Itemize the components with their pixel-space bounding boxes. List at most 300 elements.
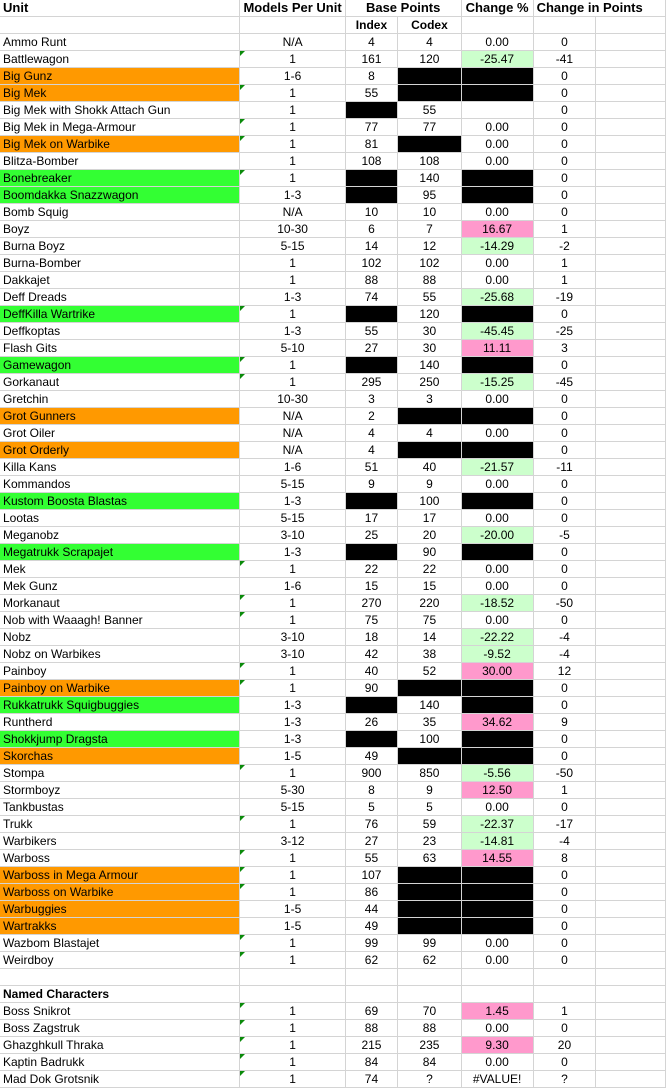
codex-points-cell[interactable]: 30 bbox=[398, 323, 461, 340]
codex-points-cell[interactable]: 3 bbox=[398, 391, 461, 408]
change-percent-cell[interactable]: -18.52 bbox=[461, 595, 533, 612]
empty-cell[interactable] bbox=[596, 102, 666, 119]
index-points-cell[interactable]: 2 bbox=[345, 408, 398, 425]
models-per-unit-cell[interactable]: 1 bbox=[240, 85, 345, 102]
change-in-points-cell[interactable]: 0 bbox=[533, 153, 596, 170]
models-per-unit-cell[interactable]: 1 bbox=[240, 1020, 345, 1037]
change-in-points-cell[interactable]: -4 bbox=[533, 833, 596, 850]
empty-cell[interactable] bbox=[596, 969, 666, 986]
models-per-unit-cell[interactable]: 3-12 bbox=[240, 833, 345, 850]
models-per-unit-cell[interactable]: 3-10 bbox=[240, 646, 345, 663]
empty-cell[interactable] bbox=[240, 986, 345, 1003]
empty-cell[interactable] bbox=[596, 561, 666, 578]
unit-name-cell[interactable]: Gamewagon bbox=[0, 357, 240, 374]
codex-points-cell[interactable]: 88 bbox=[398, 272, 461, 289]
empty-cell[interactable] bbox=[596, 986, 666, 1003]
empty-cell[interactable] bbox=[596, 527, 666, 544]
models-per-unit-cell[interactable]: 1 bbox=[240, 51, 345, 68]
models-per-unit-cell[interactable]: 1 bbox=[240, 170, 345, 187]
index-points-cell[interactable]: 49 bbox=[345, 748, 398, 765]
empty-cell[interactable] bbox=[596, 51, 666, 68]
unit-name-cell[interactable]: Kaptin Badrukk bbox=[0, 1054, 240, 1071]
codex-points-cell[interactable]: 9 bbox=[398, 476, 461, 493]
codex-points-cell[interactable]: 55 bbox=[398, 102, 461, 119]
codex-points-cell[interactable] bbox=[398, 867, 461, 884]
codex-points-cell[interactable]: 75 bbox=[398, 612, 461, 629]
codex-points-cell[interactable] bbox=[398, 136, 461, 153]
change-percent-cell[interactable] bbox=[461, 408, 533, 425]
models-per-unit-cell[interactable]: 3-10 bbox=[240, 629, 345, 646]
index-points-cell[interactable]: 88 bbox=[345, 1020, 398, 1037]
unit-name-cell[interactable]: Nob with Waaagh! Banner bbox=[0, 612, 240, 629]
models-per-unit-cell[interactable]: 1 bbox=[240, 153, 345, 170]
index-points-cell[interactable]: 44 bbox=[345, 901, 398, 918]
empty-cell[interactable] bbox=[596, 1003, 666, 1020]
models-per-unit-cell[interactable]: 1 bbox=[240, 765, 345, 782]
codex-points-cell[interactable]: 102 bbox=[398, 255, 461, 272]
codex-points-cell[interactable]: 100 bbox=[398, 493, 461, 510]
index-points-cell[interactable] bbox=[345, 544, 398, 561]
empty-cell[interactable] bbox=[596, 476, 666, 493]
models-per-unit-cell[interactable]: 1-5 bbox=[240, 748, 345, 765]
empty-cell[interactable] bbox=[596, 612, 666, 629]
change-in-points-cell[interactable]: 0 bbox=[533, 510, 596, 527]
models-per-unit-cell[interactable]: 1-3 bbox=[240, 697, 345, 714]
unit-name-cell[interactable]: Deff Dreads bbox=[0, 289, 240, 306]
empty-cell[interactable] bbox=[596, 782, 666, 799]
change-in-points-cell[interactable]: 0 bbox=[533, 442, 596, 459]
cell[interactable] bbox=[461, 17, 533, 34]
empty-cell[interactable] bbox=[596, 697, 666, 714]
codex-points-cell[interactable] bbox=[398, 884, 461, 901]
empty-cell[interactable] bbox=[596, 663, 666, 680]
models-per-unit-cell[interactable]: 1-3 bbox=[240, 493, 345, 510]
index-points-cell[interactable]: 3 bbox=[345, 391, 398, 408]
change-percent-cell[interactable] bbox=[461, 102, 533, 119]
change-percent-cell[interactable]: 9.30 bbox=[461, 1037, 533, 1054]
empty-cell[interactable] bbox=[596, 68, 666, 85]
unit-name-cell[interactable]: Boss Snikrot bbox=[0, 1003, 240, 1020]
models-per-unit-cell[interactable]: 1-3 bbox=[240, 731, 345, 748]
change-in-points-cell[interactable]: 1 bbox=[533, 782, 596, 799]
empty-cell[interactable] bbox=[596, 153, 666, 170]
models-per-unit-cell[interactable]: 1-5 bbox=[240, 901, 345, 918]
header-models-per-unit[interactable]: Models Per Unit bbox=[240, 0, 345, 17]
unit-name-cell[interactable]: Kommandos bbox=[0, 476, 240, 493]
models-per-unit-cell[interactable]: 1 bbox=[240, 306, 345, 323]
models-per-unit-cell[interactable]: 1-6 bbox=[240, 578, 345, 595]
empty-cell[interactable] bbox=[596, 221, 666, 238]
unit-name-cell[interactable]: Mek bbox=[0, 561, 240, 578]
unit-name-cell[interactable]: Warboss in Mega Armour bbox=[0, 867, 240, 884]
index-points-cell[interactable]: 4 bbox=[345, 442, 398, 459]
index-points-cell[interactable]: 88 bbox=[345, 272, 398, 289]
unit-name-cell[interactable]: Bomb Squig bbox=[0, 204, 240, 221]
change-percent-cell[interactable]: 16.67 bbox=[461, 221, 533, 238]
codex-points-cell[interactable]: 4 bbox=[398, 34, 461, 51]
index-points-cell[interactable]: 8 bbox=[345, 782, 398, 799]
models-per-unit-cell[interactable]: 3-10 bbox=[240, 527, 345, 544]
codex-points-cell[interactable]: 850 bbox=[398, 765, 461, 782]
change-in-points-cell[interactable]: 1 bbox=[533, 272, 596, 289]
empty-cell[interactable] bbox=[596, 884, 666, 901]
index-points-cell[interactable]: 27 bbox=[345, 833, 398, 850]
index-points-cell[interactable]: 51 bbox=[345, 459, 398, 476]
change-percent-cell[interactable]: 14.55 bbox=[461, 850, 533, 867]
models-per-unit-cell[interactable]: 1 bbox=[240, 374, 345, 391]
codex-points-cell[interactable]: 62 bbox=[398, 952, 461, 969]
empty-cell[interactable] bbox=[596, 578, 666, 595]
unit-name-cell[interactable]: Wartrakks bbox=[0, 918, 240, 935]
empty-cell[interactable] bbox=[596, 1037, 666, 1054]
codex-points-cell[interactable]: 235 bbox=[398, 1037, 461, 1054]
change-in-points-cell[interactable]: 1 bbox=[533, 221, 596, 238]
empty-cell[interactable] bbox=[240, 969, 345, 986]
unit-name-cell[interactable]: Boyz bbox=[0, 221, 240, 238]
change-percent-cell[interactable]: 0.00 bbox=[461, 425, 533, 442]
index-points-cell[interactable]: 74 bbox=[345, 1071, 398, 1088]
index-points-cell[interactable]: 9 bbox=[345, 476, 398, 493]
index-points-cell[interactable]: 108 bbox=[345, 153, 398, 170]
change-in-points-cell[interactable]: 0 bbox=[533, 1020, 596, 1037]
index-points-cell[interactable]: 8 bbox=[345, 68, 398, 85]
unit-name-cell[interactable]: Warboss on Warbike bbox=[0, 884, 240, 901]
codex-points-cell[interactable]: 63 bbox=[398, 850, 461, 867]
empty-cell[interactable] bbox=[596, 374, 666, 391]
index-points-cell[interactable] bbox=[345, 697, 398, 714]
change-in-points-cell[interactable]: 0 bbox=[533, 680, 596, 697]
empty-cell[interactable] bbox=[596, 629, 666, 646]
models-per-unit-cell[interactable]: 1-3 bbox=[240, 323, 345, 340]
change-in-points-cell[interactable]: 0 bbox=[533, 748, 596, 765]
unit-name-cell[interactable]: Rukkatrukk Squigbuggies bbox=[0, 697, 240, 714]
change-percent-cell[interactable]: 0.00 bbox=[461, 272, 533, 289]
change-in-points-cell[interactable]: -5 bbox=[533, 527, 596, 544]
models-per-unit-cell[interactable]: 5-15 bbox=[240, 238, 345, 255]
models-per-unit-cell[interactable]: 1 bbox=[240, 357, 345, 374]
unit-name-cell[interactable]: Gretchin bbox=[0, 391, 240, 408]
unit-name-cell[interactable]: Big Gunz bbox=[0, 68, 240, 85]
change-percent-cell[interactable]: 0.00 bbox=[461, 391, 533, 408]
empty-cell[interactable] bbox=[596, 850, 666, 867]
unit-name-cell[interactable]: Grot Gunners bbox=[0, 408, 240, 425]
empty-cell[interactable] bbox=[596, 34, 666, 51]
unit-name-cell[interactable]: Kustom Boosta Blastas bbox=[0, 493, 240, 510]
cell[interactable] bbox=[0, 17, 240, 34]
index-points-cell[interactable] bbox=[345, 187, 398, 204]
models-per-unit-cell[interactable]: 1-3 bbox=[240, 714, 345, 731]
change-in-points-cell[interactable]: 0 bbox=[533, 1054, 596, 1071]
unit-name-cell[interactable]: Warbikers bbox=[0, 833, 240, 850]
unit-name-cell[interactable]: DeffKilla Wartrike bbox=[0, 306, 240, 323]
unit-name-cell[interactable]: Mek Gunz bbox=[0, 578, 240, 595]
unit-name-cell[interactable]: Boomdakka Snazzwagon bbox=[0, 187, 240, 204]
codex-points-cell[interactable]: 55 bbox=[398, 289, 461, 306]
codex-points-cell[interactable] bbox=[398, 442, 461, 459]
unit-name-cell[interactable]: Burna Boyz bbox=[0, 238, 240, 255]
codex-points-cell[interactable]: 10 bbox=[398, 204, 461, 221]
change-in-points-cell[interactable]: -11 bbox=[533, 459, 596, 476]
codex-points-cell[interactable]: 38 bbox=[398, 646, 461, 663]
cell[interactable] bbox=[240, 17, 345, 34]
index-points-cell[interactable]: 81 bbox=[345, 136, 398, 153]
index-points-cell[interactable]: 15 bbox=[345, 578, 398, 595]
models-per-unit-cell[interactable]: 1 bbox=[240, 850, 345, 867]
codex-points-cell[interactable]: 100 bbox=[398, 731, 461, 748]
unit-name-cell[interactable]: Deffkoptas bbox=[0, 323, 240, 340]
models-per-unit-cell[interactable]: 1 bbox=[240, 816, 345, 833]
change-in-points-cell[interactable]: 0 bbox=[533, 867, 596, 884]
codex-points-cell[interactable]: 40 bbox=[398, 459, 461, 476]
codex-points-cell[interactable]: 35 bbox=[398, 714, 461, 731]
codex-points-cell[interactable]: 220 bbox=[398, 595, 461, 612]
models-per-unit-cell[interactable]: 1 bbox=[240, 272, 345, 289]
empty-cell[interactable] bbox=[596, 136, 666, 153]
change-percent-cell[interactable]: 0.00 bbox=[461, 1054, 533, 1071]
codex-points-cell[interactable]: 140 bbox=[398, 357, 461, 374]
models-per-unit-cell[interactable]: 5-30 bbox=[240, 782, 345, 799]
change-percent-cell[interactable]: 0.00 bbox=[461, 476, 533, 493]
models-per-unit-cell[interactable]: 5-10 bbox=[240, 340, 345, 357]
change-in-points-cell[interactable]: 0 bbox=[533, 187, 596, 204]
change-in-points-cell[interactable]: -50 bbox=[533, 595, 596, 612]
unit-name-cell[interactable]: Burna-Bomber bbox=[0, 255, 240, 272]
unit-name-cell[interactable]: Blitza-Bomber bbox=[0, 153, 240, 170]
unit-name-cell[interactable]: Wazbom Blastajet bbox=[0, 935, 240, 952]
empty-cell[interactable] bbox=[596, 255, 666, 272]
change-in-points-cell[interactable]: 0 bbox=[533, 306, 596, 323]
change-in-points-cell[interactable]: 1 bbox=[533, 1003, 596, 1020]
empty-cell[interactable] bbox=[596, 323, 666, 340]
codex-points-cell[interactable]: 84 bbox=[398, 1054, 461, 1071]
change-in-points-cell[interactable]: 0 bbox=[533, 204, 596, 221]
change-percent-cell[interactable] bbox=[461, 544, 533, 561]
change-percent-cell[interactable]: 0.00 bbox=[461, 952, 533, 969]
empty-cell[interactable] bbox=[596, 1071, 666, 1088]
change-in-points-cell[interactable]: 0 bbox=[533, 34, 596, 51]
change-in-points-cell[interactable]: -17 bbox=[533, 816, 596, 833]
change-in-points-cell[interactable]: 0 bbox=[533, 544, 596, 561]
codex-points-cell[interactable]: 22 bbox=[398, 561, 461, 578]
index-points-cell[interactable]: 74 bbox=[345, 289, 398, 306]
codex-points-cell[interactable]: 59 bbox=[398, 816, 461, 833]
unit-name-cell[interactable]: Stormboyz bbox=[0, 782, 240, 799]
change-percent-cell[interactable] bbox=[461, 442, 533, 459]
unit-name-cell[interactable]: Mad Dok Grotsnik bbox=[0, 1071, 240, 1088]
empty-cell[interactable] bbox=[596, 391, 666, 408]
change-in-points-cell[interactable]: 0 bbox=[533, 136, 596, 153]
empty-cell[interactable] bbox=[596, 510, 666, 527]
unit-name-cell[interactable]: Grot Orderly bbox=[0, 442, 240, 459]
empty-cell[interactable] bbox=[596, 544, 666, 561]
change-in-points-cell[interactable]: -4 bbox=[533, 646, 596, 663]
codex-points-cell[interactable] bbox=[398, 748, 461, 765]
index-points-cell[interactable]: 84 bbox=[345, 1054, 398, 1071]
empty-cell[interactable] bbox=[596, 238, 666, 255]
index-points-cell[interactable]: 69 bbox=[345, 1003, 398, 1020]
unit-name-cell[interactable]: Nobz bbox=[0, 629, 240, 646]
change-percent-cell[interactable]: -45.45 bbox=[461, 323, 533, 340]
change-in-points-cell[interactable]: 0 bbox=[533, 578, 596, 595]
change-in-points-cell[interactable]: 1 bbox=[533, 255, 596, 272]
change-percent-cell[interactable]: 0.00 bbox=[461, 935, 533, 952]
change-percent-cell[interactable] bbox=[461, 68, 533, 85]
change-percent-cell[interactable]: 0.00 bbox=[461, 136, 533, 153]
codex-points-cell[interactable] bbox=[398, 408, 461, 425]
change-in-points-cell[interactable]: -45 bbox=[533, 374, 596, 391]
change-percent-cell[interactable] bbox=[461, 85, 533, 102]
change-in-points-cell[interactable]: 0 bbox=[533, 476, 596, 493]
index-points-cell[interactable]: 270 bbox=[345, 595, 398, 612]
change-in-points-cell[interactable]: 0 bbox=[533, 357, 596, 374]
change-percent-cell[interactable]: 0.00 bbox=[461, 153, 533, 170]
index-points-cell[interactable]: 55 bbox=[345, 323, 398, 340]
empty-cell[interactable] bbox=[345, 986, 398, 1003]
index-points-cell[interactable] bbox=[345, 306, 398, 323]
empty-cell[interactable] bbox=[596, 187, 666, 204]
index-points-cell[interactable] bbox=[345, 731, 398, 748]
change-in-points-cell[interactable]: 0 bbox=[533, 408, 596, 425]
empty-cell[interactable] bbox=[596, 493, 666, 510]
codex-points-cell[interactable]: 17 bbox=[398, 510, 461, 527]
change-percent-cell[interactable]: 0.00 bbox=[461, 34, 533, 51]
change-in-points-cell[interactable]: 0 bbox=[533, 170, 596, 187]
codex-points-cell[interactable]: 52 bbox=[398, 663, 461, 680]
index-points-cell[interactable]: 900 bbox=[345, 765, 398, 782]
change-in-points-cell[interactable]: 0 bbox=[533, 884, 596, 901]
models-per-unit-cell[interactable]: 1 bbox=[240, 136, 345, 153]
change-percent-cell[interactable]: -5.56 bbox=[461, 765, 533, 782]
change-percent-cell[interactable]: -9.52 bbox=[461, 646, 533, 663]
index-points-cell[interactable]: 77 bbox=[345, 119, 398, 136]
empty-cell[interactable] bbox=[596, 204, 666, 221]
change-percent-cell[interactable]: 12.50 bbox=[461, 782, 533, 799]
codex-points-cell[interactable]: 14 bbox=[398, 629, 461, 646]
change-in-points-cell[interactable]: -19 bbox=[533, 289, 596, 306]
codex-points-cell[interactable] bbox=[398, 680, 461, 697]
empty-cell[interactable] bbox=[533, 986, 596, 1003]
empty-cell[interactable] bbox=[533, 969, 596, 986]
codex-points-cell[interactable]: 88 bbox=[398, 1020, 461, 1037]
index-points-cell[interactable]: 4 bbox=[345, 425, 398, 442]
empty-cell[interactable] bbox=[398, 986, 461, 1003]
index-points-cell[interactable]: 76 bbox=[345, 816, 398, 833]
unit-name-cell[interactable]: Stompa bbox=[0, 765, 240, 782]
models-per-unit-cell[interactable]: 1-3 bbox=[240, 289, 345, 306]
index-points-cell[interactable] bbox=[345, 102, 398, 119]
models-per-unit-cell[interactable]: 1 bbox=[240, 595, 345, 612]
codex-points-cell[interactable] bbox=[398, 918, 461, 935]
unit-name-cell[interactable]: Weirdboy bbox=[0, 952, 240, 969]
codex-points-cell[interactable] bbox=[398, 901, 461, 918]
change-percent-cell[interactable]: -22.37 bbox=[461, 816, 533, 833]
empty-cell[interactable] bbox=[596, 289, 666, 306]
models-per-unit-cell[interactable]: 1-6 bbox=[240, 68, 345, 85]
index-points-cell[interactable]: 55 bbox=[345, 85, 398, 102]
codex-points-cell[interactable] bbox=[398, 85, 461, 102]
change-in-points-cell[interactable]: ? bbox=[533, 1071, 596, 1088]
unit-name-cell[interactable]: Gorkanaut bbox=[0, 374, 240, 391]
index-points-cell[interactable]: 99 bbox=[345, 935, 398, 952]
unit-name-cell[interactable]: Battlewagon bbox=[0, 51, 240, 68]
index-points-cell[interactable]: 10 bbox=[345, 204, 398, 221]
empty-cell[interactable] bbox=[596, 935, 666, 952]
models-per-unit-cell[interactable]: 1 bbox=[240, 612, 345, 629]
unit-name-cell[interactable]: Meganobz bbox=[0, 527, 240, 544]
unit-name-cell[interactable]: Big Mek on Warbike bbox=[0, 136, 240, 153]
models-per-unit-cell[interactable]: 1 bbox=[240, 867, 345, 884]
models-per-unit-cell[interactable]: 1 bbox=[240, 1037, 345, 1054]
codex-points-cell[interactable]: 95 bbox=[398, 187, 461, 204]
models-per-unit-cell[interactable]: 1 bbox=[240, 680, 345, 697]
codex-points-cell[interactable]: 250 bbox=[398, 374, 461, 391]
index-points-cell[interactable] bbox=[345, 493, 398, 510]
empty-cell[interactable] bbox=[596, 425, 666, 442]
models-per-unit-cell[interactable]: 1 bbox=[240, 561, 345, 578]
codex-points-cell[interactable]: ? bbox=[398, 1071, 461, 1088]
unit-name-cell[interactable]: Runtherd bbox=[0, 714, 240, 731]
models-per-unit-cell[interactable]: N/A bbox=[240, 442, 345, 459]
change-in-points-cell[interactable]: 0 bbox=[533, 731, 596, 748]
change-in-points-cell[interactable]: -4 bbox=[533, 629, 596, 646]
change-percent-cell[interactable]: 1.45 bbox=[461, 1003, 533, 1020]
header-base-points[interactable]: Base Points bbox=[345, 0, 461, 17]
change-in-points-cell[interactable]: 0 bbox=[533, 561, 596, 578]
unit-name-cell[interactable]: Warbuggies bbox=[0, 901, 240, 918]
unit-name-cell[interactable]: Dakkajet bbox=[0, 272, 240, 289]
change-in-points-cell[interactable]: 0 bbox=[533, 391, 596, 408]
change-in-points-cell[interactable]: 0 bbox=[533, 901, 596, 918]
codex-points-cell[interactable]: 99 bbox=[398, 935, 461, 952]
unit-name-cell[interactable]: Bonebreaker bbox=[0, 170, 240, 187]
index-points-cell[interactable]: 42 bbox=[345, 646, 398, 663]
models-per-unit-cell[interactable]: 1 bbox=[240, 884, 345, 901]
index-points-cell[interactable]: 17 bbox=[345, 510, 398, 527]
unit-name-cell[interactable]: Lootas bbox=[0, 510, 240, 527]
models-per-unit-cell[interactable]: 1 bbox=[240, 1071, 345, 1088]
change-in-points-cell[interactable]: 0 bbox=[533, 68, 596, 85]
empty-cell[interactable] bbox=[398, 969, 461, 986]
header-unit[interactable]: Unit bbox=[0, 0, 240, 17]
codex-points-cell[interactable]: 90 bbox=[398, 544, 461, 561]
index-points-cell[interactable] bbox=[345, 170, 398, 187]
empty-cell[interactable] bbox=[596, 680, 666, 697]
change-percent-cell[interactable]: -14.29 bbox=[461, 238, 533, 255]
index-points-cell[interactable]: 62 bbox=[345, 952, 398, 969]
unit-name-cell[interactable]: Painboy on Warbike bbox=[0, 680, 240, 697]
empty-cell[interactable] bbox=[461, 969, 533, 986]
codex-points-cell[interactable]: 15 bbox=[398, 578, 461, 595]
unit-name-cell[interactable]: Megatrukk Scrapajet bbox=[0, 544, 240, 561]
change-percent-cell[interactable]: -25.47 bbox=[461, 51, 533, 68]
index-points-cell[interactable]: 27 bbox=[345, 340, 398, 357]
models-per-unit-cell[interactable]: 1 bbox=[240, 935, 345, 952]
models-per-unit-cell[interactable]: N/A bbox=[240, 425, 345, 442]
unit-name-cell[interactable]: Ghazghkull Thraka bbox=[0, 1037, 240, 1054]
change-percent-cell[interactable]: 0.00 bbox=[461, 561, 533, 578]
change-percent-cell[interactable] bbox=[461, 357, 533, 374]
change-percent-cell[interactable]: 0.00 bbox=[461, 510, 533, 527]
change-in-points-cell[interactable]: 20 bbox=[533, 1037, 596, 1054]
codex-points-cell[interactable]: 9 bbox=[398, 782, 461, 799]
empty-cell[interactable] bbox=[596, 1020, 666, 1037]
empty-cell[interactable] bbox=[596, 340, 666, 357]
unit-name-cell[interactable]: Big Mek bbox=[0, 85, 240, 102]
unit-name-cell[interactable]: Morkanaut bbox=[0, 595, 240, 612]
index-points-cell[interactable]: 22 bbox=[345, 561, 398, 578]
change-percent-cell[interactable] bbox=[461, 867, 533, 884]
index-points-cell[interactable]: 86 bbox=[345, 884, 398, 901]
